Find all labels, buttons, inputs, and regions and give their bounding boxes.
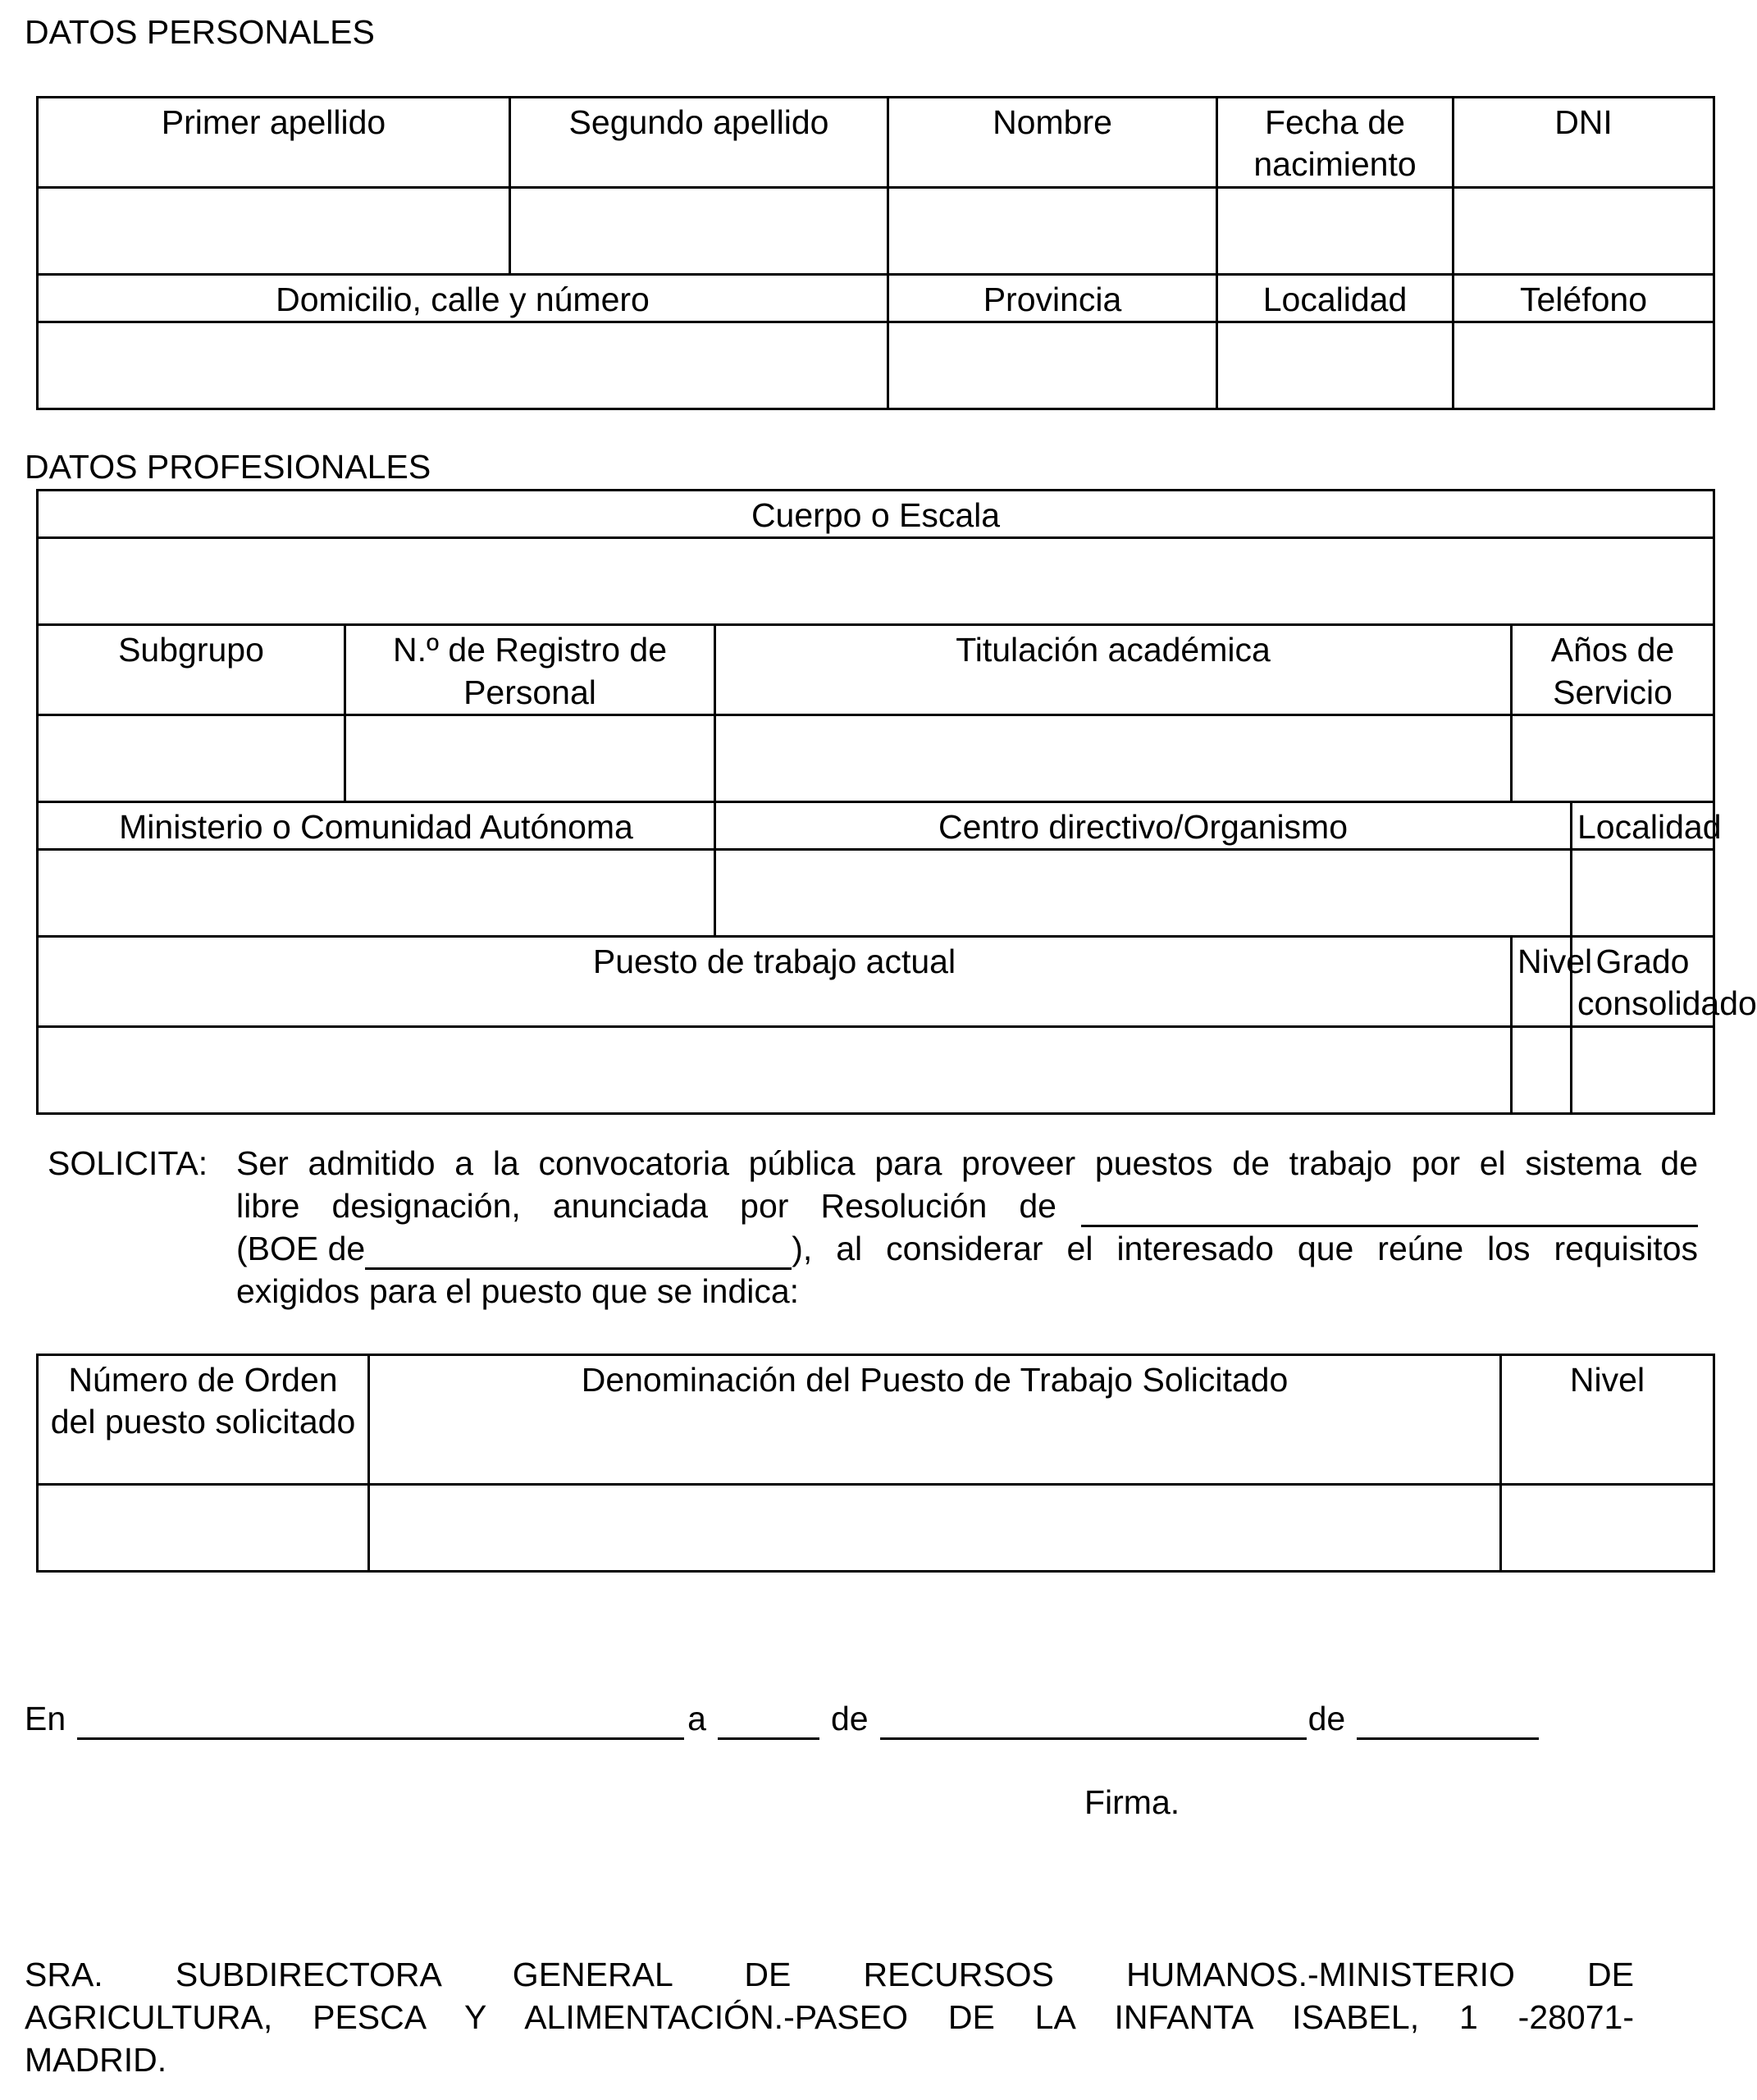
nivel-actual-field[interactable] (1512, 1026, 1572, 1113)
header-primer-apellido: Primer apellido (38, 98, 510, 188)
header-domicilio: Domicilio, calle y número (38, 274, 888, 322)
mes-blank[interactable] (880, 1705, 1307, 1740)
localidad-prof-field[interactable] (1572, 850, 1714, 937)
solicita-line-1: Ser admitido a la convocatoria pública para proveer puestos de trabajo por el sistema de (236, 1144, 1698, 1182)
provincia-field[interactable] (888, 322, 1217, 409)
firma-label: Firma. (1084, 1783, 1180, 1821)
fecha-nacimiento-field[interactable] (1217, 187, 1454, 274)
address-line-3: MADRID. (25, 2041, 167, 2079)
personal-heading: DATOS PERSONALES (25, 13, 375, 51)
header-localidad: Localidad (1217, 274, 1454, 322)
header-subgrupo: Subgrupo (38, 625, 345, 715)
header-anos-servicio: Años de Servicio (1512, 625, 1714, 715)
solicita-line-3 (236, 1228, 1698, 1270)
localidad-field[interactable] (1217, 322, 1454, 409)
header-grado-consolidado: Grado consolidado (1572, 937, 1714, 1027)
centro-directivo-field[interactable] (715, 850, 1572, 937)
header-nivel-actual: Nivel (1512, 937, 1572, 1027)
header-provincia: Provincia (888, 274, 1217, 322)
anos-servicio-field[interactable] (1512, 714, 1714, 801)
registro-personal-field[interactable] (345, 714, 715, 801)
personal-table (36, 96, 1715, 410)
header-dni: DNI (1454, 98, 1714, 188)
dia-blank[interactable] (718, 1705, 819, 1740)
address-line-1: SRA. SUBDIRECTORA GENERAL DE RECURSOS HUMANOS.-MINISTERIO DE (25, 1956, 1634, 1993)
header-ministerio: Ministerio o Comunidad Autónoma (38, 801, 715, 849)
solicita-line-2-text: libre designación, anunciada por Resolución de (236, 1187, 1056, 1225)
solicita-line-4: exigidos para el puesto que se indica: (236, 1272, 800, 1310)
ano-blank[interactable] (1357, 1705, 1539, 1740)
ministerio-field[interactable] (38, 850, 715, 937)
boe-de-text: (BOE de (236, 1230, 366, 1267)
dni-field[interactable] (1454, 187, 1714, 274)
segundo-apellido-field[interactable] (510, 187, 888, 274)
domicilio-field[interactable] (38, 322, 888, 409)
header-puesto-actual: Puesto de trabajo actual (38, 937, 1512, 1027)
nombre-field[interactable] (888, 187, 1217, 274)
numero-orden-field[interactable] (38, 1485, 369, 1572)
solicita-line-2 (236, 1185, 1698, 1227)
en-label: En (25, 1700, 66, 1737)
telefono-field[interactable] (1454, 322, 1714, 409)
a-label: a (687, 1700, 706, 1737)
professional-table (36, 489, 1757, 1115)
header-centro-directivo: Centro directivo/Organismo (715, 801, 1572, 849)
header-telefono: Teléfono (1454, 274, 1714, 322)
header-fecha-nacimiento: Fecha de nacimiento (1217, 98, 1454, 188)
header-numero-orden: Número de Orden del puesto solicitado (38, 1355, 369, 1485)
solicita-label: SOLICITA: (48, 1144, 208, 1182)
header-segundo-apellido: Segundo apellido (510, 98, 888, 188)
grado-consolidado-field[interactable] (1572, 1026, 1714, 1113)
nivel-solicitado-field[interactable] (1501, 1485, 1714, 1572)
primer-apellido-field[interactable] (38, 187, 510, 274)
header-nivel-solicitado: Nivel (1501, 1355, 1714, 1485)
place-date-line (25, 1698, 1539, 1740)
professional-heading: DATOS PROFESIONALES (25, 448, 431, 486)
header-denominacion: Denominación del Puesto de Trabajo Solicitado (369, 1355, 1501, 1485)
subgrupo-field[interactable] (38, 714, 345, 801)
cuerpo-escala-field[interactable] (38, 538, 1714, 625)
puesto-solicitado-table (36, 1354, 1715, 1573)
denominacion-field[interactable] (369, 1485, 1501, 1572)
lugar-blank[interactable] (77, 1705, 684, 1740)
puesto-actual-field[interactable] (38, 1026, 1512, 1113)
header-nombre: Nombre (888, 98, 1217, 188)
titulacion-field[interactable] (715, 714, 1512, 801)
de-label-2: de (1307, 1700, 1346, 1737)
header-cuerpo-escala: Cuerpo o Escala (38, 491, 1714, 538)
de-label-1: de (830, 1700, 869, 1737)
resolucion-blank[interactable] (1081, 1192, 1698, 1227)
header-localidad-prof: Localidad (1572, 801, 1714, 849)
solicita-line-3-end: ), al considerar el interesado que reúne los requisitos (792, 1230, 1698, 1267)
address-line-2: AGRICULTURA, PESCA Y ALIMENTACIÓN.-PASEO DE LA INFANTA ISABEL, 1 -28071- (25, 1998, 1634, 2036)
header-titulacion: Titulación académica (715, 625, 1512, 715)
boe-date-blank[interactable] (365, 1235, 792, 1270)
header-registro-personal: N.º de Registro de Personal (345, 625, 715, 715)
